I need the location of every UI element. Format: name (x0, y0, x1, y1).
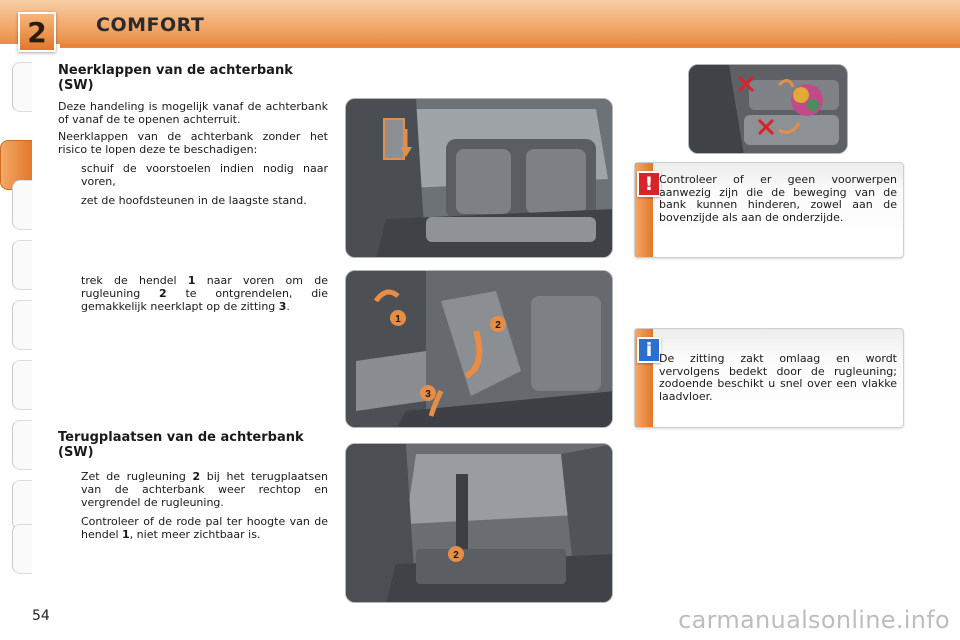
ref-number: 1 (122, 528, 130, 541)
figure-label-backrest: 2 (495, 320, 501, 331)
section-fold-seat (58, 63, 328, 213)
ref-number: 2 (192, 470, 201, 483)
paragraph: Deze handeling is mogelijk vanaf de achterbank of vanaf de te openen achterruit. (58, 100, 328, 126)
page-number: 54 (32, 608, 50, 624)
paragraph: Neerklappen van de achterbank zonder het risico te lopen deze te beschadigen: (58, 130, 328, 156)
figure-label-cushion: 3 (425, 389, 431, 400)
illustration-obstruction-check (688, 64, 848, 154)
text-run: naar voren om de rugleuning (81, 274, 328, 300)
info-text: De zitting zakt omlaag en wordt vervolgens bedekt door de rugleuning; zodoende beschikt u snel over een vlakke laadvloer. (659, 352, 897, 403)
section-title: Terugplaatsen van de achterbank (SW) (58, 430, 304, 460)
warning-note (634, 162, 904, 258)
list-item (58, 162, 328, 188)
illustration-headrests-lowered (345, 98, 613, 258)
illustration-restore-backrest (345, 443, 613, 603)
list-item-text: schuif de voorstoelen indien nodig naar voren, (81, 162, 328, 188)
instruction-list (58, 274, 328, 313)
warning-icon: ! (637, 171, 661, 197)
chapter-badge (18, 12, 56, 52)
text-run: . (286, 300, 290, 313)
section-restore-seat (58, 430, 328, 547)
chapter-number: 2 (27, 15, 47, 49)
chapter-tab-7[interactable] (12, 420, 32, 470)
instruction-list (58, 162, 328, 207)
chapter-tab-9[interactable] (12, 524, 32, 574)
text-run: bij het terugplaatsen van de achterbank weer rechtop en vergrendel de rugleuning. (81, 470, 328, 509)
list-item-text: zet de hoofdsteunen in de laagste stand. (81, 194, 307, 207)
info-icon: i (637, 337, 661, 363)
illustration-fold-backrest (345, 270, 613, 428)
figure-label-backrest: 2 (453, 550, 459, 561)
warning-text: Controleer of er geen voorwerpen aanwezig zijn die de beweging van de bank kunnen hinderen, zowel aan de bovenzijde als aan de onderzijde. (659, 173, 897, 224)
chapter-tab-6[interactable] (12, 360, 32, 410)
chapter-tab-1[interactable] (12, 62, 32, 112)
text-run: , niet meer zichtbaar is. (129, 528, 261, 541)
chapter-tab-5[interactable] (12, 300, 32, 350)
text-run: trek de hendel (81, 274, 188, 287)
page-title: COMFORT (96, 14, 205, 36)
ref-number: 1 (187, 274, 196, 287)
text-run: Zet de rugleuning (81, 470, 193, 483)
list-item (58, 515, 328, 541)
instruction-list (58, 470, 328, 541)
text-run: te ontgrendelen, die gemakkelijk neerklapt op de zitting (81, 287, 328, 313)
ref-number: 3 (278, 300, 287, 313)
chapter-tab-3[interactable] (12, 180, 32, 230)
list-item (58, 194, 328, 207)
chapter-tab-8[interactable] (12, 480, 32, 530)
section-title: Neerklappen van de achterbank (SW) (58, 63, 293, 93)
list-item (58, 470, 328, 509)
chapter-tab-4[interactable] (12, 240, 32, 290)
list-item (58, 274, 328, 313)
chapter-tabs (0, 62, 32, 574)
info-note (634, 328, 904, 428)
lever-instruction (58, 268, 328, 319)
ref-number: 2 (159, 287, 167, 300)
figure-label-lever: 1 (395, 314, 401, 325)
text-run: Controleer of de rode pal ter hoogte van de hendel (81, 515, 328, 541)
header-divider (60, 44, 960, 48)
watermark: carmanualsonline.info (678, 606, 950, 634)
